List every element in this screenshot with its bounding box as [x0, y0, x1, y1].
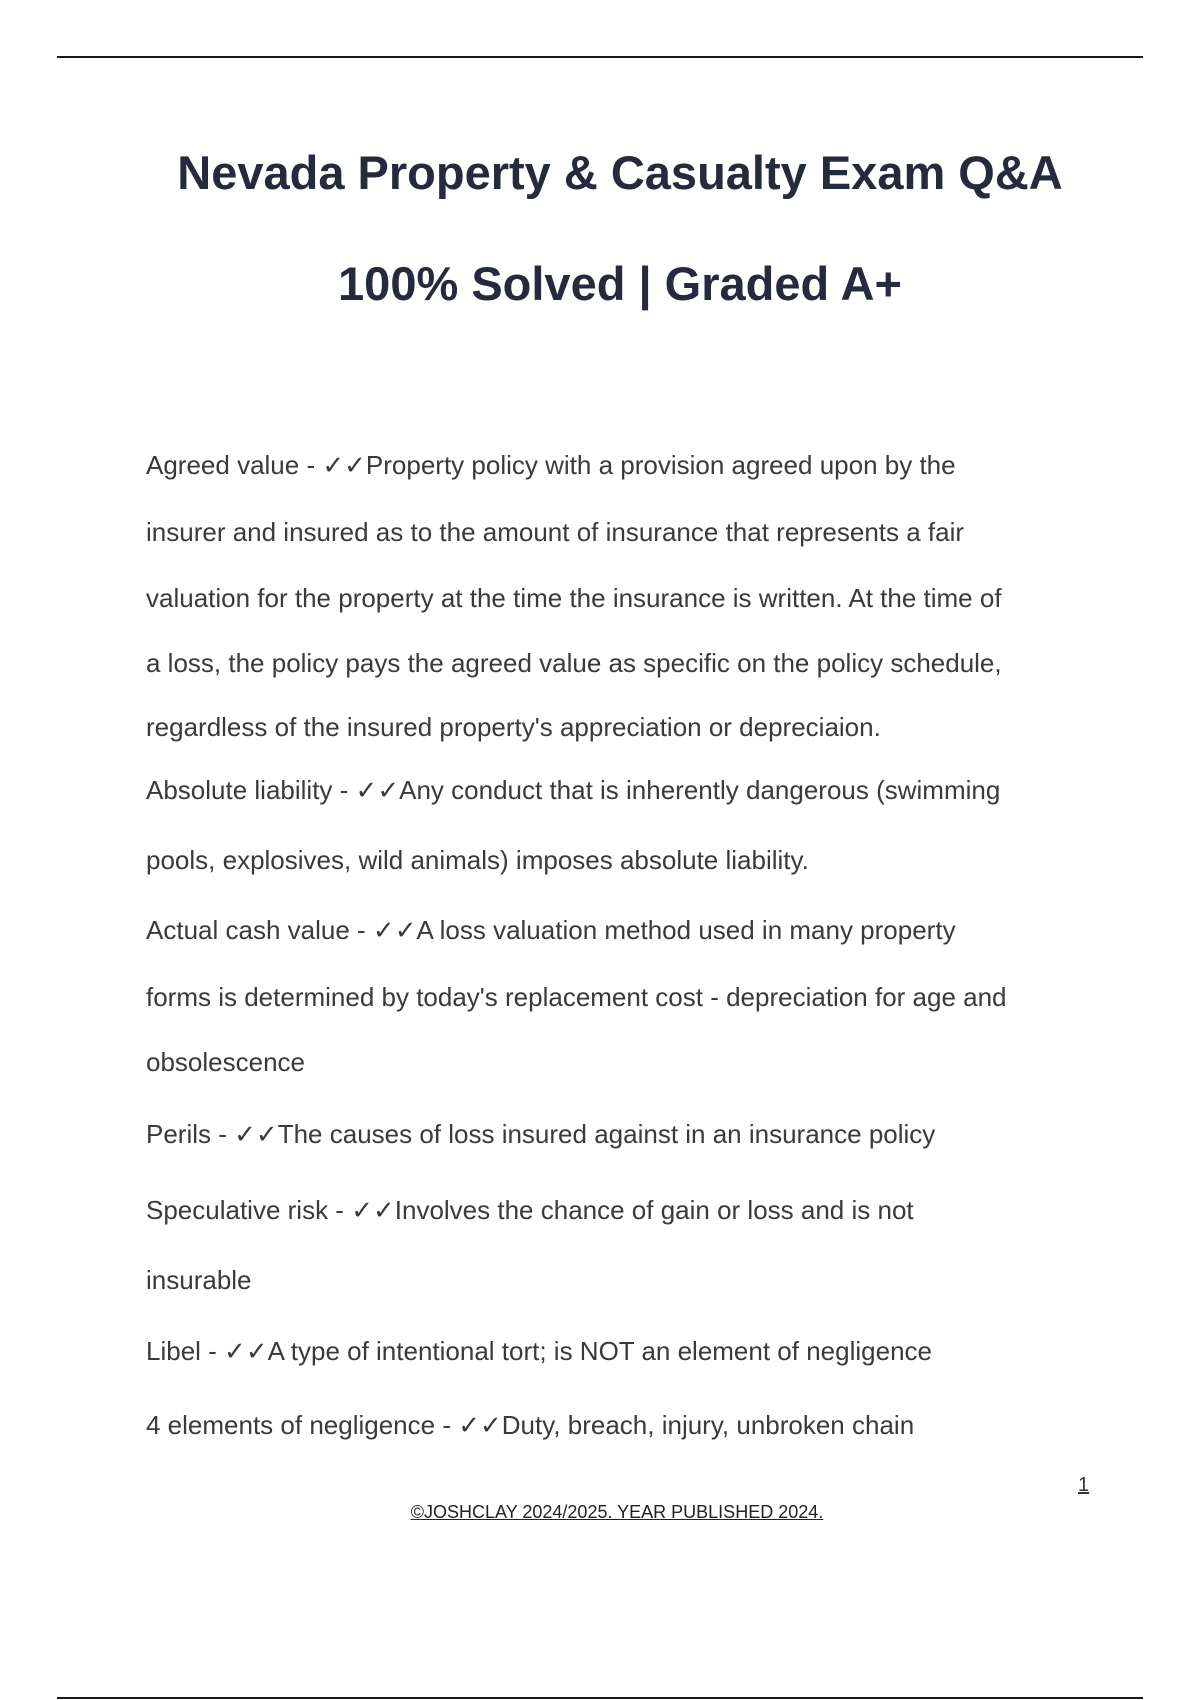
- qa-answer: Any conduct that is inherently dangerous (swimming: [399, 775, 1001, 805]
- qa-separator: -: [435, 1410, 459, 1440]
- qa-term: Libel: [146, 1336, 201, 1366]
- qa-term: Speculative risk: [146, 1195, 329, 1225]
- qa-entry-elements-of-negligence: [146, 1390, 1096, 1460]
- footer-copyright: ©JOSHCLAY 2024/2025. YEAR PUBLISHED 2024.: [410, 1502, 824, 1522]
- qa-answer-line: insurable: [146, 1265, 252, 1295]
- qa-answer-line: forms is determined by today's replacement cost - depreciation for age and: [146, 982, 1007, 1012]
- check-mark-icon: ✓✓: [372, 915, 417, 945]
- qa-entry-perils: [146, 1099, 1096, 1169]
- qa-separator: -: [332, 775, 356, 805]
- qa-separator: -: [349, 915, 373, 945]
- qa-separator: -: [299, 450, 323, 480]
- qa-line: [146, 755, 1096, 825]
- qa-entry-agreed-value: [146, 433, 1096, 760]
- document-title: Nevada Property & Casualty Exam Q&A: [177, 146, 1063, 199]
- qa-answer-line: pools, explosives, wild animals) imposes absolute liability.: [146, 845, 809, 875]
- qa-entry-speculative-risk: [146, 1175, 1096, 1315]
- qa-line: [146, 1316, 1096, 1386]
- qa-line: [146, 433, 1096, 498]
- qa-separator: -: [328, 1195, 352, 1225]
- qa-answer-line: regardless of the insured property's appreciation or depreciaion.: [146, 712, 881, 742]
- qa-line: [146, 1390, 1096, 1460]
- qa-answer-line: obsolescence: [146, 1047, 305, 1077]
- qa-answer-line: valuation for the property at the time the insurance is written. At the time of: [146, 583, 1002, 613]
- qa-line: [146, 896, 1096, 965]
- qa-answer: Property policy with a provision agreed upon by the: [365, 450, 956, 480]
- qa-line: [146, 1175, 1096, 1245]
- qa-answer: Duty, breach, injury, unbroken chain: [501, 1410, 915, 1440]
- qa-separator: -: [200, 1336, 225, 1366]
- bottom-rule: [57, 1697, 1143, 1699]
- qa-answer: A type of intentional tort; is NOT an element of negligence: [267, 1336, 932, 1366]
- page-number: 1: [1078, 1474, 1090, 1496]
- qa-term: Actual cash value: [146, 915, 350, 945]
- check-mark-icon: ✓✓: [355, 775, 400, 805]
- qa-term: Perils: [146, 1119, 212, 1149]
- qa-entry-absolute-liability: [146, 755, 1096, 895]
- check-mark-icon: ✓✓: [458, 1410, 502, 1440]
- check-mark-icon: ✓✓: [234, 1119, 278, 1149]
- qa-answer: A loss valuation method used in many property: [416, 915, 956, 945]
- document-subtitle: 100% Solved | Graded A+: [338, 257, 902, 310]
- qa-answer: The causes of loss insured against in an insurance policy: [277, 1119, 936, 1149]
- qa-line: [146, 1099, 1096, 1169]
- qa-entry-libel: [146, 1316, 1096, 1386]
- qa-term: Agreed value: [146, 450, 300, 480]
- qa-answer-line: insurer and insured as to the amount of insurance that represents a fair: [146, 517, 965, 547]
- qa-answer: Involves the chance of gain or loss and is not: [394, 1195, 914, 1225]
- qa-answer-line: a loss, the policy pays the agreed value as specific on the policy schedule,: [146, 648, 1002, 678]
- top-rule: [57, 56, 1143, 58]
- check-mark-icon: ✓✓: [322, 450, 366, 480]
- check-mark-icon: ✓✓: [224, 1336, 268, 1366]
- qa-term: 4 elements of negligence: [146, 1410, 436, 1440]
- check-mark-icon: ✓✓: [351, 1195, 395, 1225]
- qa-separator: -: [211, 1119, 235, 1149]
- qa-entry-actual-cash-value: [146, 896, 1096, 1094]
- qa-term: Absolute liability: [146, 775, 333, 805]
